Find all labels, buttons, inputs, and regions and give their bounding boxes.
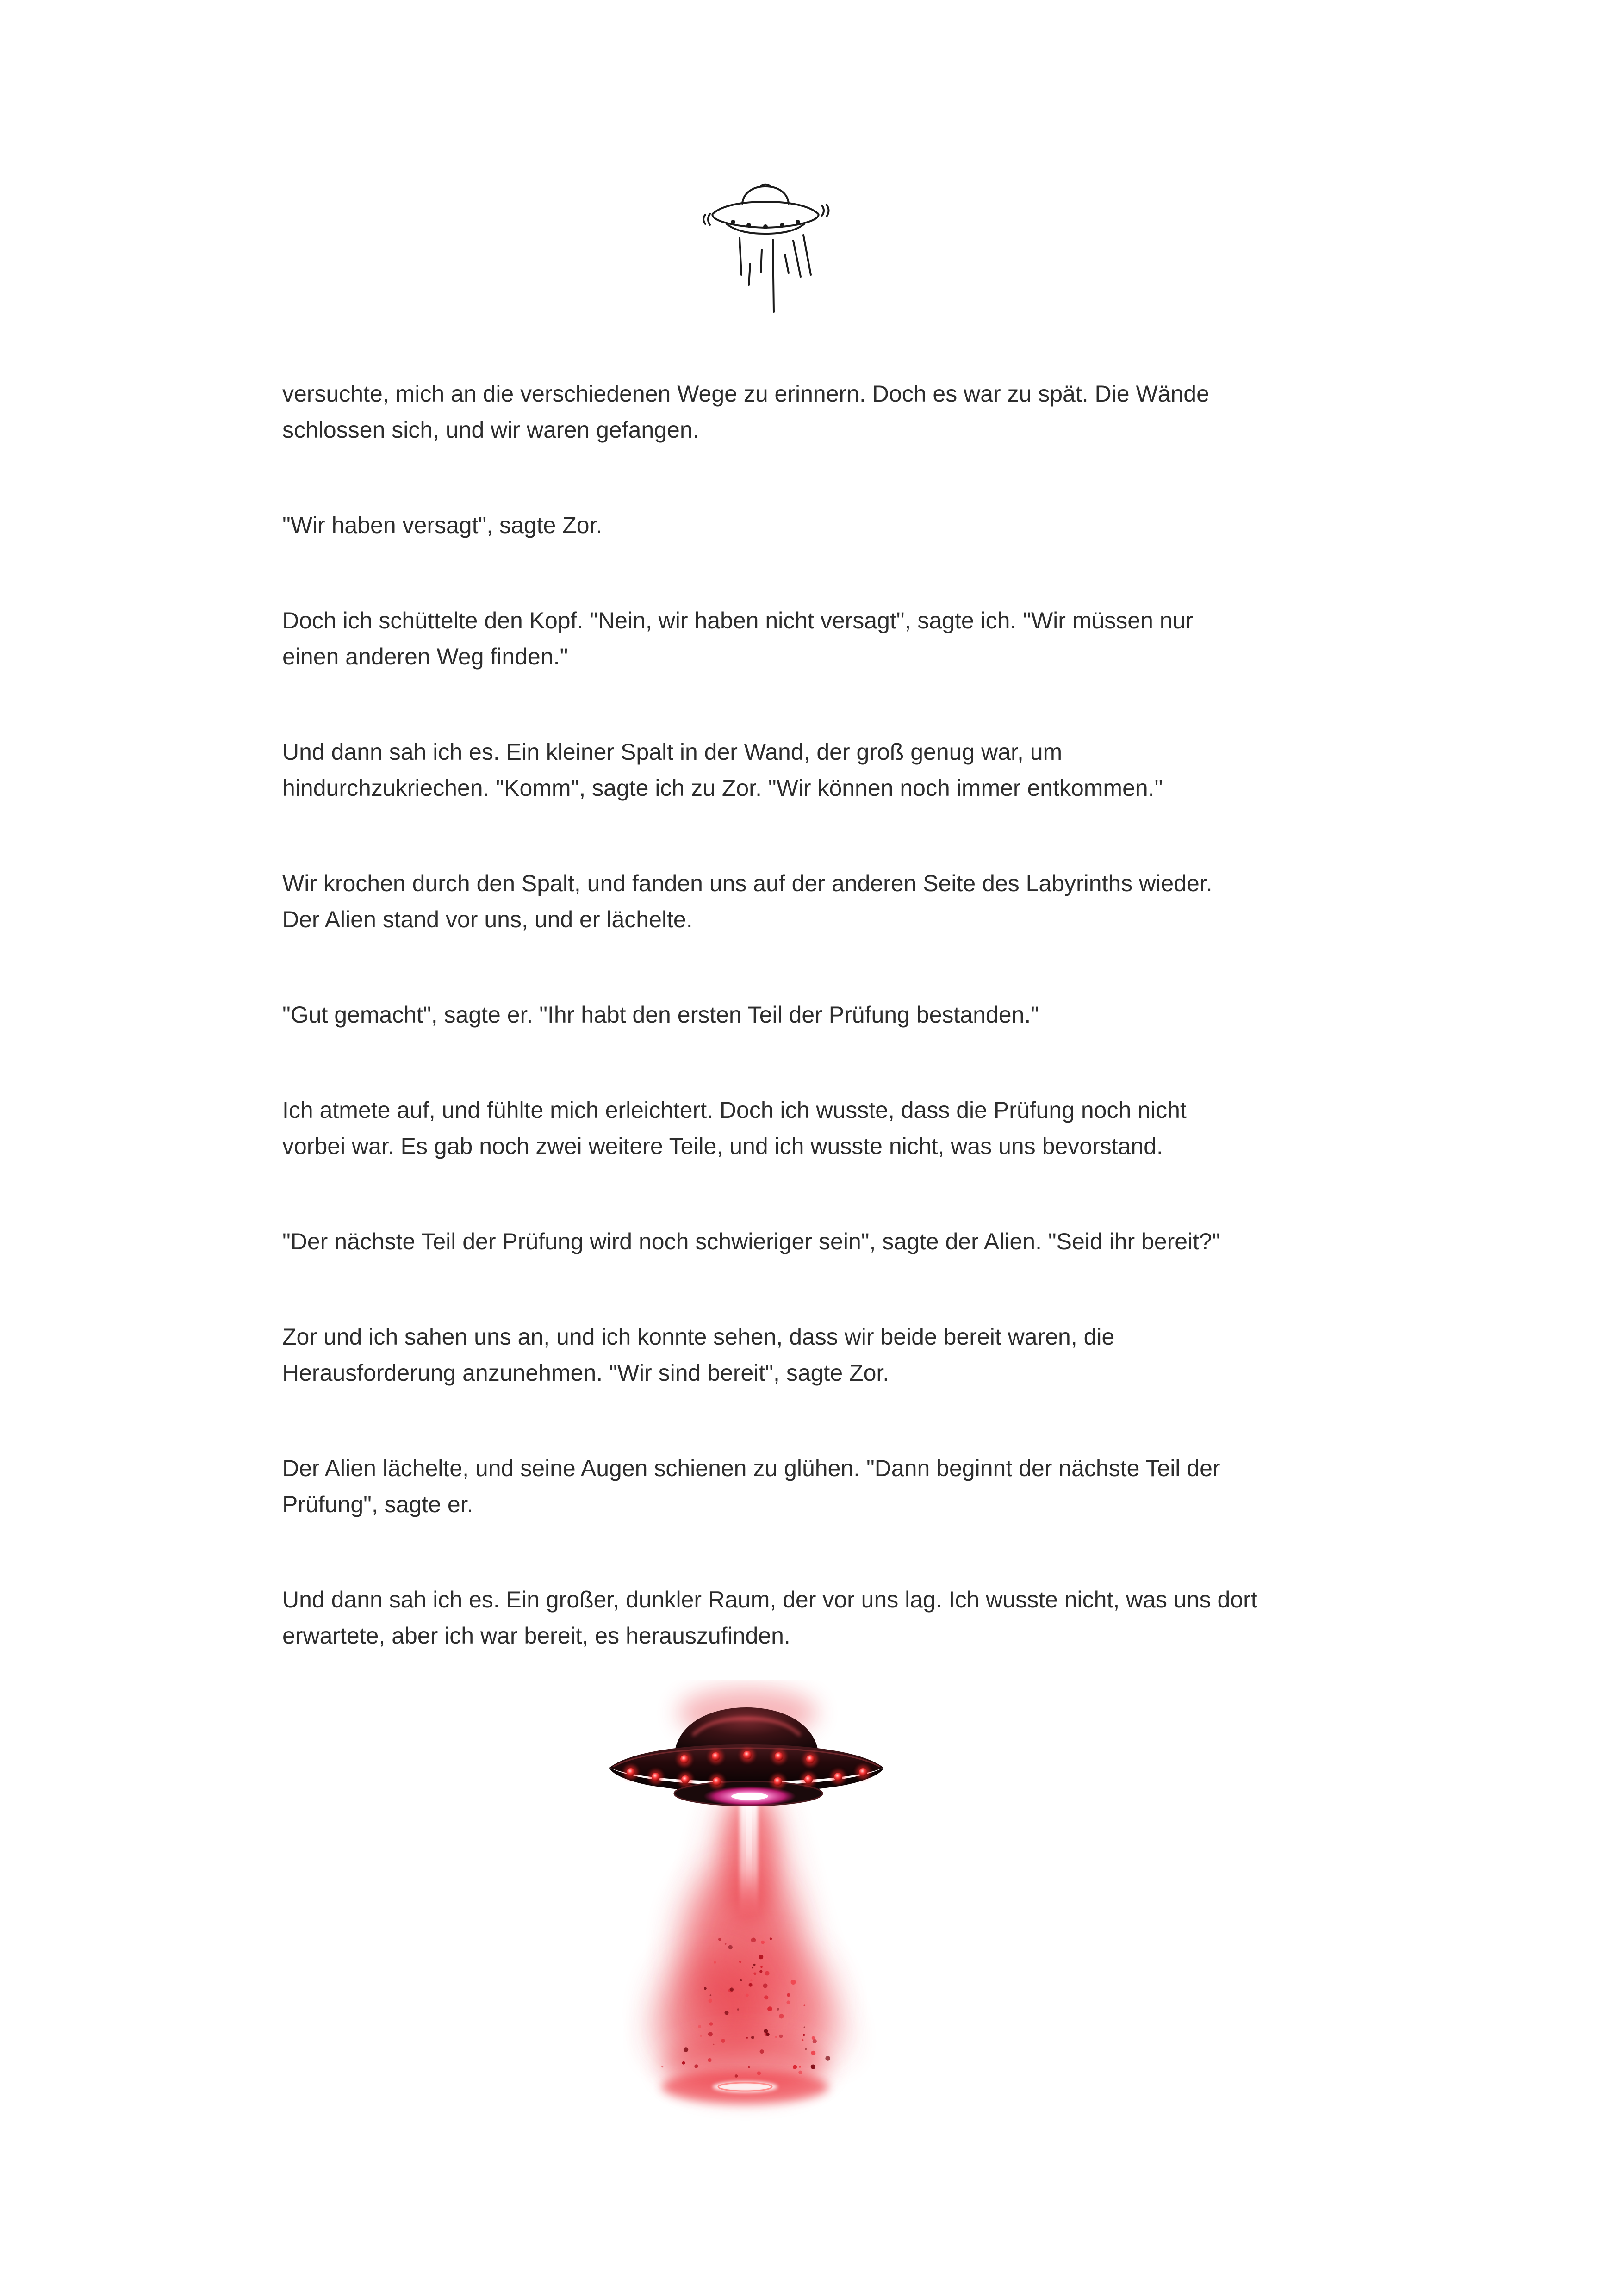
red-particle [804, 2027, 805, 2028]
red-particle [746, 2037, 748, 2039]
red-particle [748, 2066, 750, 2068]
paragraph [282, 507, 1393, 543]
red-particle [779, 2035, 783, 2038]
paragraph-line: erwartete, aber ich war bereit, es herauszufinden. [282, 1623, 790, 1649]
red-particle [746, 1994, 749, 1997]
red-particle [708, 2032, 713, 2036]
red-particle [775, 2036, 777, 2038]
red-particle [759, 1970, 762, 1973]
paragraph [282, 865, 1393, 937]
paragraph-line: Prüfung", sagte er. [282, 1491, 473, 1517]
paragraph-line: Der Alien stand vor uns, und er lächelte. [282, 906, 693, 932]
paragraph-line: Ich atmete auf, und fühlte mich erleichtert. Doch ich wusste, dass die Prüfung noch nicht [282, 1097, 1187, 1123]
red-particle [793, 2065, 797, 2069]
paragraph-line: Doch ich schüttelte den Kopf. "Nein, wir haben nicht versagt", sagte ich. "Wir müssen nur [282, 608, 1194, 633]
ufo-lights [731, 220, 800, 229]
red-particle [708, 2058, 711, 2062]
paragraph-line: schlossen sich, und wir waren gefangen. [282, 417, 699, 443]
red-particle [805, 2048, 807, 2050]
red-particle [802, 2039, 803, 2041]
red-particle [786, 2000, 790, 2004]
story-text [282, 376, 1393, 1713]
red-particle [791, 1980, 796, 1985]
ufo-beam-lines [740, 235, 811, 312]
red-particle [765, 1971, 770, 1976]
red-particle [761, 1941, 765, 1944]
paragraph [282, 376, 1393, 448]
red-particle [813, 2039, 817, 2043]
paragraph-line: Und dann sah ich es. Ein kleiner Spalt in der Wand, der groß genug war, um [282, 739, 1063, 765]
red-particle [751, 2036, 754, 2039]
red-particle [760, 1966, 763, 1968]
red-particle [798, 2071, 802, 2074]
red-particle [728, 1945, 733, 1949]
red-ufo-illustration [585, 1680, 909, 2124]
red-particle [749, 1983, 753, 1987]
paragraph-line: Zor und ich sahen uns an, und ich konnte sehen, dass wir beide bereit waren, die [282, 1324, 1115, 1350]
red-particle [704, 1987, 707, 1990]
red-particle [803, 2034, 805, 2036]
red-particle [760, 2049, 764, 2054]
red-particle [779, 2014, 784, 2019]
red-particle [661, 2066, 663, 2067]
red-particle [812, 2036, 815, 2040]
red-particle [714, 1961, 716, 1964]
red-particle [682, 2061, 685, 2065]
red-particle [713, 2044, 714, 2045]
red-particle [694, 2064, 698, 2068]
paragraph [282, 734, 1393, 806]
paragraph-line: Herausforderung anzunehmen. "Wir sind bereit", sagte Zor. [282, 1360, 889, 1386]
saucer [609, 1707, 883, 1806]
red-particle [725, 1943, 727, 1945]
red-particle [787, 1993, 790, 1997]
paragraph-line: hindurchzukriechen. "Komm", sagte ich zu Zor. "Wir können noch immer entkommen." [282, 775, 1163, 801]
paragraph-line: Der Alien lächelte, und seine Augen schienen zu glühen. "Dann beginnt der nächste Teil der [282, 1455, 1220, 1481]
paragraph-line: "Wir haben versagt", sagte Zor. [282, 512, 603, 538]
paragraph-line: Wir krochen durch den Spalt, und fanden uns auf der anderen Seite des Labyrinths wieder. [282, 870, 1213, 896]
red-particle [804, 2004, 806, 2006]
red-particle [777, 2008, 779, 2011]
red-particle [753, 1972, 756, 1975]
motion-marks-right [822, 205, 829, 217]
red-particle [700, 2035, 702, 2037]
red-particle [770, 1937, 772, 1940]
paragraph [282, 997, 1393, 1033]
red-particle [684, 2047, 688, 2052]
red-particle [811, 2065, 815, 2069]
ground-glow [662, 2070, 828, 2104]
red-particle [752, 1967, 753, 1968]
red-particle [763, 1983, 768, 1988]
light-beam-core [740, 1798, 758, 1918]
ufo-line-drawing-svg [694, 180, 833, 319]
paragraph-line: vorbei war. Es gab noch zwei weitere Teile, und ich wusste nicht, was uns bevorstand. [282, 1133, 1163, 1159]
paragraph-line: versuchte, mich an die verschiedenen Wege zu erinnern. Doch es war zu spät. Die Wände [282, 381, 1209, 407]
paragraph-line: "Gut gemacht", sagte er. "Ihr habt den ersten Teil der Prüfung bestanden." [282, 1002, 1039, 1028]
red-particle [799, 2066, 801, 2068]
red-particle [698, 2025, 701, 2028]
red-particle [764, 1995, 768, 1999]
red-particle [764, 2029, 768, 2033]
paragraph-line: "Der nächste Teil der Prüfung wird noch schwieriger sein", sagte der Alien. "Seid ihr bereit?" [282, 1229, 1220, 1254]
red-particle [709, 2022, 713, 2026]
saucer-white-core [731, 1793, 768, 1800]
paragraph [282, 1582, 1393, 1654]
ufo-line-drawing-icon [694, 180, 833, 319]
motion-marks-left [703, 214, 710, 225]
red-particle [718, 1938, 721, 1941]
red-particle [730, 1987, 734, 1991]
red-particle [811, 2051, 815, 2055]
paragraph [282, 1319, 1393, 1391]
red-ufo-svg [585, 1680, 909, 2124]
red-particle [740, 1979, 742, 1981]
red-particle [739, 1961, 741, 1963]
paragraph [282, 602, 1393, 675]
red-particle [751, 1938, 756, 1943]
red-particle [725, 2011, 729, 2015]
red-particle [750, 1979, 753, 1981]
paragraph [282, 1092, 1393, 1164]
ufo-rim-top [713, 202, 818, 214]
paragraph [282, 1223, 1393, 1260]
red-particle [759, 1955, 763, 1959]
red-particle [710, 1994, 712, 1996]
red-particle [753, 1964, 756, 1966]
red-particle [767, 2006, 772, 2011]
red-particle [721, 2039, 725, 2043]
red-particle [766, 2033, 770, 2036]
paragraph-line: Und dann sah ich es. Ein großer, dunkler Raum, der vor uns lag. Ich wusste nicht, was uns dort [282, 1587, 1257, 1613]
red-particle [737, 2008, 740, 2011]
red-particle [825, 2056, 830, 2061]
paragraph-line: einen anderen Weg finden." [282, 644, 568, 670]
red-particle [709, 1999, 712, 2003]
paragraph [282, 1450, 1393, 1522]
